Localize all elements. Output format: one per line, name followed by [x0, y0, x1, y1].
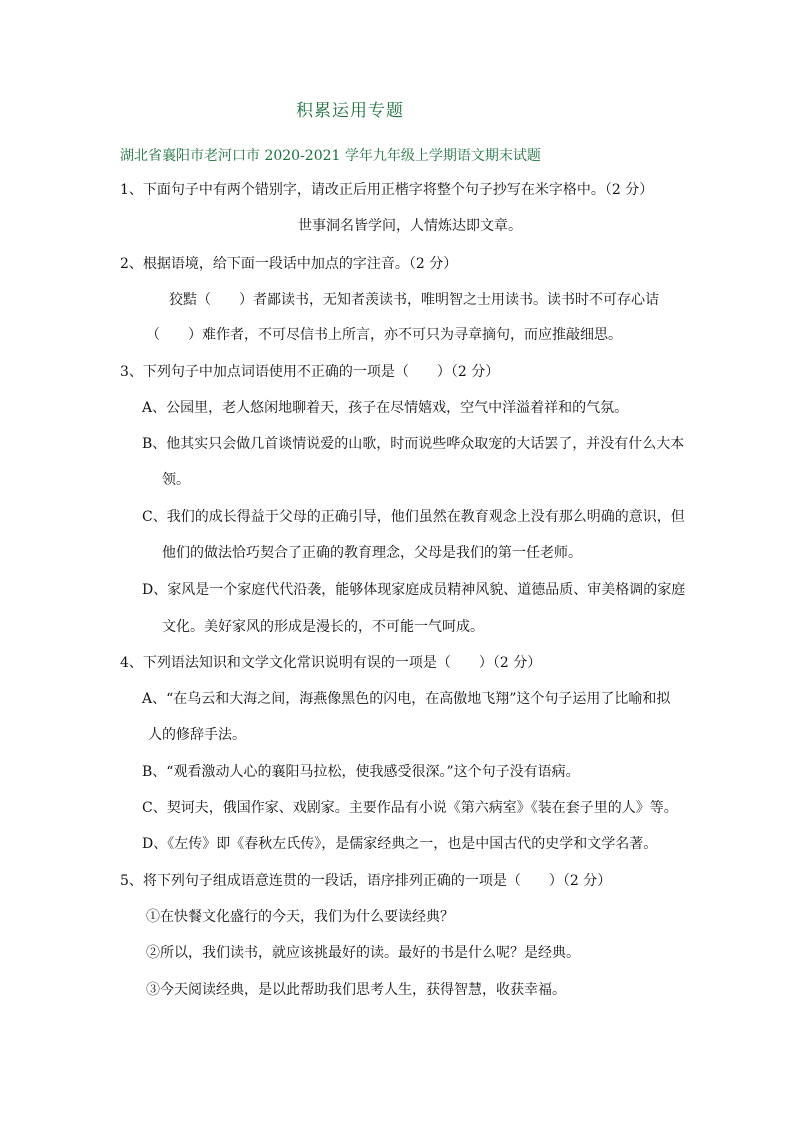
question-2-text-line-2: （ ）难作者，不可尽信书上所言，亦不可只为寻章摘句，而应推敲细思。 — [146, 327, 622, 343]
question-4: 4、下列语法知识和文学文化常识说明有误的一项是（ ）（2 分） — [120, 655, 542, 671]
question-3-option-c: C、我们的成长得益于父母的正确引导，他们虽然在教育观念上没有那么明确的意识，但 — [142, 509, 685, 525]
question-3-option-a: A、公园里，老人悠闲地聊着天，孩子在尽情嬉戏，空气中洋溢着祥和的气氛。 — [142, 400, 629, 416]
question-1-sentence: 世事洞名皆学问，人情炼达即文章。 — [298, 218, 522, 234]
question-3: 3、下列句子中加点词语使用不正确的一项是（ ）（2 分） — [120, 364, 500, 380]
question-3-option-c-cont: 他们的做法恰巧契合了正确的教育理念，父母是我们的第一任老师。 — [162, 545, 582, 561]
question-4-option-d: D、《左传》即《春秋左氏传》，是儒家经典之一，也是中国古代的史学和文学名著。 — [142, 836, 658, 852]
question-3-option-d-cont: 文化。美好家风的形成是漫长的，不可能一气呵成。 — [162, 619, 484, 635]
question-3-option-b: B、他其实只会做几首谈情说爱的山歌，时而说些哗众取宠的大话罢了，并没有什么大本 — [142, 436, 685, 452]
question-3-option-b-cont: 领。 — [162, 472, 190, 488]
question-2: 2、根据语境，给下面一段话中加点的字注音。（2 分） — [120, 256, 458, 272]
question-3-option-d: D、家风是一个家庭代代沿袭，能够体现家庭成员精神风貌、道德品质、审美格调的家庭 — [142, 582, 686, 598]
page-title: 积累运用专题 — [296, 101, 404, 121]
question-4-option-b: B、“观看激动人心的襄阳马拉松，使我感受很深。”这个句子没有语病。 — [142, 764, 580, 780]
question-4-option-c: C、契诃夫，俄国作家、戏剧家。主要作品有小说《第六病室》《装在套子里的人》等。 — [142, 800, 678, 816]
question-5-sentence-1: ①在快餐文化盛行的今天，我们为什么要读经典？ — [146, 909, 454, 925]
question-1: 1、下面句子中有两个错别字，请改正后用正楷字将整个句子抄写在米字格中。（2 分） — [120, 182, 654, 198]
question-4-option-a-cont: 人的修辞手法。 — [148, 727, 246, 743]
question-2-text-line-1: 狡黠（ ）者鄙读书，无知者羡读书，唯明智之士用读书。读书时不可存心诘 — [169, 292, 659, 308]
question-5: 5、将下列句子组成语意连贯的一段话，语序排列正确的一项是（ ）（2 分） — [120, 873, 612, 889]
question-5-sentence-2: ②所以，我们读书，就应该挑最好的读。最好的书是什么呢？是经典。 — [146, 945, 580, 961]
source-heading: 湖北省襄阳市老河口市 2020-2021 学年九年级上学期语文期末试题 — [120, 148, 541, 164]
question-4-option-a: A、“在乌云和大海之间，海燕像黑色的闪电，在高傲地飞翔”这个句子运用了比喻和拟 — [142, 691, 671, 707]
question-5-sentence-3: ③今天阅读经典，是以此帮助我们思考人生，获得智慧，收获幸福。 — [146, 982, 566, 998]
